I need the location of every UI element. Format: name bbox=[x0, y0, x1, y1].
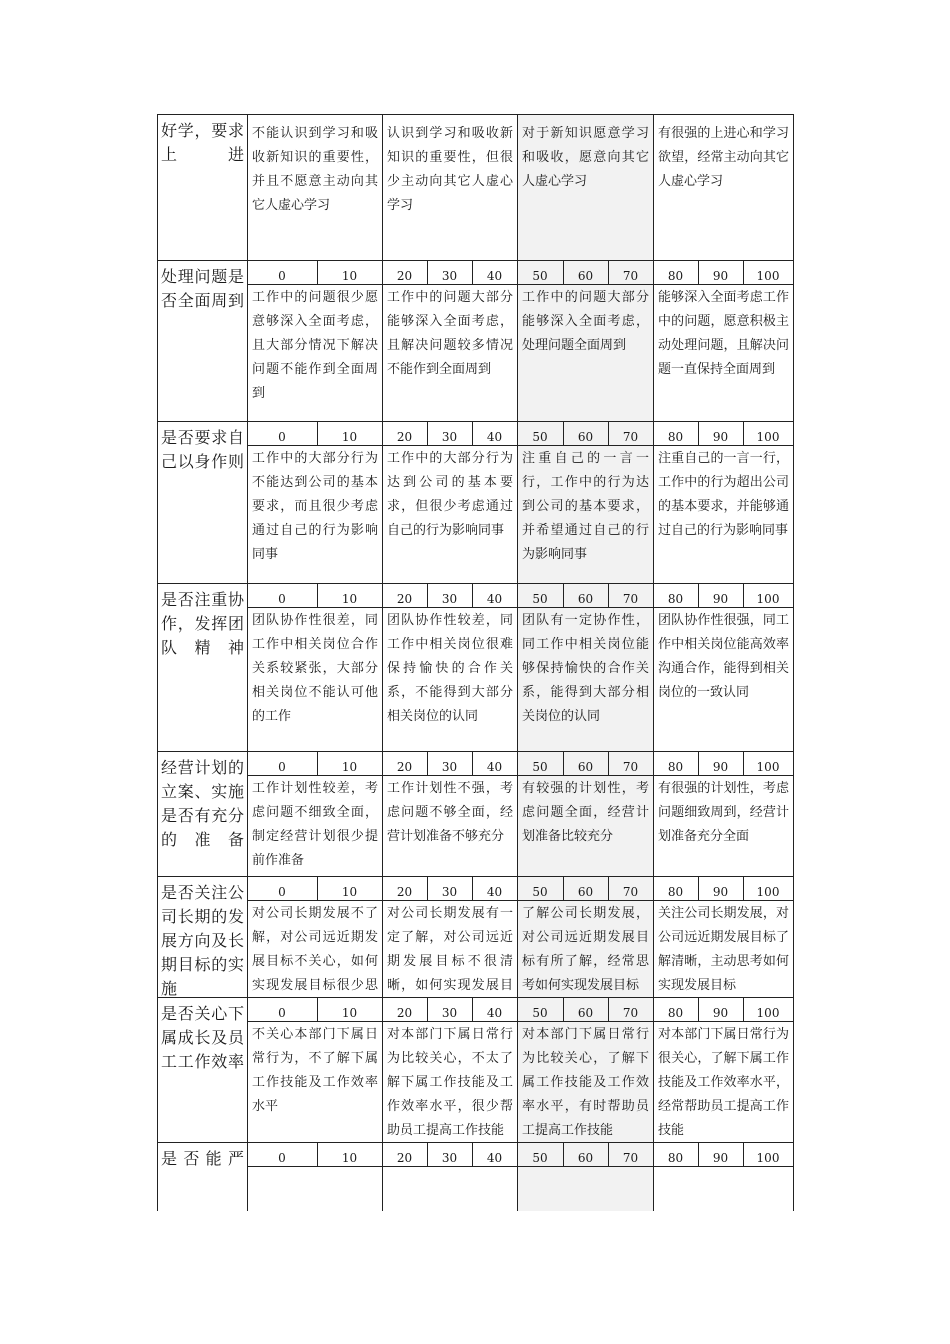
score-label: 100 bbox=[756, 430, 780, 444]
score-label: 50 bbox=[532, 885, 548, 899]
score-label: 10 bbox=[341, 269, 358, 283]
score-label: 20 bbox=[396, 269, 413, 283]
score-label: 30 bbox=[441, 760, 458, 774]
score-label: 80 bbox=[667, 1151, 684, 1165]
score-label: 20 bbox=[396, 1151, 413, 1165]
score-label: 30 bbox=[441, 592, 458, 606]
score-label: 40 bbox=[486, 1006, 503, 1020]
level-description-4: 有很强的计划性，考虑问题细致周到，经营计划准备充分全面 bbox=[658, 781, 789, 844]
level-description-2: 工作中的问题大部分能够深入全面考虑，且解决问题较多情况不能作到全面周到 bbox=[387, 290, 513, 377]
score-label: 30 bbox=[441, 269, 458, 283]
score-label: 80 bbox=[667, 592, 684, 606]
level-description-4: 关注公司长期发展，对公司远近期发展目标了解清晰，主动思考如何实现发展目标 bbox=[658, 906, 789, 993]
score-label: 40 bbox=[486, 592, 503, 606]
score-label: 30 bbox=[441, 885, 458, 899]
row-category: 是否注重协作，发挥团队精神 bbox=[161, 590, 244, 657]
level-description-2: 工作计划性不强，考虑问题不够全面，经营计划准备不够充分 bbox=[387, 781, 513, 844]
row-category: 处理问题是否全面周到 bbox=[161, 267, 244, 310]
score-label: 70 bbox=[622, 1151, 639, 1165]
score-label: 60 bbox=[577, 1006, 594, 1020]
score-label: 90 bbox=[712, 269, 729, 283]
score-label: 100 bbox=[756, 592, 780, 606]
score-label: 60 bbox=[577, 885, 594, 899]
level-description-3: 工作中的问题大部分能够深入全面考虑，处理问题全面周到 bbox=[522, 290, 649, 353]
level-description-3: 了解公司长期发展，对公司远近期发展目标有所了解，经常思考如何实现发展目标 bbox=[522, 906, 649, 993]
level-description-2: 工作中的大部分行为达到公司的基本要求，但很少考虑通过自己的行为影响同事 bbox=[387, 451, 513, 538]
score-label: 20 bbox=[396, 1006, 413, 1020]
score-label: 20 bbox=[396, 885, 413, 899]
score-label: 70 bbox=[622, 1006, 639, 1020]
score-label: 50 bbox=[532, 269, 548, 283]
level-description-2: 对本部门下属日常行为比较关心，不太了解下属工作技能及工作效率水平，很少帮助员工提高工作技能 bbox=[387, 1027, 513, 1138]
score-label: 70 bbox=[622, 430, 639, 444]
level-description-3: 团队有一定协作性，同工作中相关岗位能够保持愉快的合作关系，能得到大部分相关岗位的认同 bbox=[522, 613, 649, 724]
level-description-1: 不能认识到学习和吸收新知识的重要性，并且不愿意主动向其它人虚心学习 bbox=[252, 126, 378, 213]
score-label: 20 bbox=[396, 592, 413, 606]
score-label: 40 bbox=[486, 1151, 503, 1165]
level-description-4: 能够深入全面考虑工作中的问题，愿意积极主动处理问题，且解决问题一直保持全面周到 bbox=[658, 290, 789, 377]
score-label: 40 bbox=[486, 760, 503, 774]
score-label: 60 bbox=[577, 760, 594, 774]
score-label: 20 bbox=[396, 760, 413, 774]
level-description-2: 对公司长期发展有一定了解，对公司远近期发展目标不很清晰，如何实现发展目 bbox=[387, 906, 513, 993]
score-label: 60 bbox=[577, 592, 594, 606]
score-label: 100 bbox=[756, 885, 780, 899]
score-label: 80 bbox=[667, 885, 684, 899]
level-description-4: 团队协作性很强，同工作中相关岗位能高效率沟通合作，能得到相关岗位的一致认同 bbox=[658, 613, 789, 700]
level-description-3: 注重自己的一言一行，工作中的行为达到公司的基本要求，并希望通过自己的行为影响同事 bbox=[522, 451, 649, 562]
score-label: 10 bbox=[341, 1151, 358, 1165]
score-label: 80 bbox=[667, 430, 684, 444]
level-description-4: 注重自己的一言一行，工作中的行为超出公司的基本要求，并能够通过自己的行为影响同事 bbox=[658, 451, 789, 538]
level-description-4: 有很强的上进心和学习欲望，经常主动向其它人虚心学习 bbox=[658, 126, 789, 189]
score-label: 30 bbox=[441, 1151, 458, 1165]
score-label: 50 bbox=[532, 1006, 548, 1020]
score-label: 50 bbox=[532, 1151, 548, 1165]
score-label: 70 bbox=[622, 269, 639, 283]
level-description-1: 不关心本部门下属日常行为，不了解下属工作技能及工作效率水平 bbox=[252, 1027, 378, 1114]
level-description-1: 对公司长期发展不了解，对公司远近期发展目标不关心，如何实现发展目标很少思 bbox=[252, 906, 378, 993]
score-label: 0 bbox=[278, 885, 286, 899]
score-label: 0 bbox=[278, 760, 286, 774]
score-label: 0 bbox=[278, 1151, 286, 1165]
level-description-4: 对本部门下属日常行为很关心，了解下属工作技能及工作效率水平，经常帮助员工提高工作技能 bbox=[658, 1027, 789, 1138]
table-grid bbox=[157, 114, 794, 1211]
score-label: 60 bbox=[577, 430, 594, 444]
score-label: 80 bbox=[667, 760, 684, 774]
score-label: 60 bbox=[577, 1151, 594, 1165]
score-label: 90 bbox=[712, 1006, 729, 1020]
level-description-2: 团队协作性较差，同工作中相关岗位很难保持愉快的合作关系，不能得到大部分相关岗位的认同 bbox=[387, 613, 513, 724]
level-description-1: 工作计划性较差，考虑问题不细致全面，制定经营计划很少提前作准备 bbox=[252, 781, 378, 868]
level-description-3: 对于新知识愿意学习和吸收，愿意向其它人虚心学习 bbox=[522, 126, 649, 189]
row-category: 是否关心下属成长及员工工作效率 bbox=[161, 1004, 244, 1071]
row-category: 是否能严 bbox=[161, 1149, 244, 1168]
score-label: 60 bbox=[577, 269, 594, 283]
score-label: 100 bbox=[756, 1151, 780, 1165]
score-label: 10 bbox=[341, 1006, 358, 1020]
level-description-3: 有较强的计划性，考虑问题全面，经营计划准备比较充分 bbox=[522, 781, 649, 844]
score-label: 90 bbox=[712, 592, 729, 606]
score-label: 50 bbox=[532, 760, 548, 774]
score-label: 20 bbox=[396, 430, 413, 444]
level-description-2: 认识到学习和吸收新知识的重要性，但很少主动向其它人虚心学习 bbox=[387, 126, 513, 213]
row-category: 经营计划的立案、实施是否有充分的准备 bbox=[161, 758, 244, 849]
score-label: 90 bbox=[712, 885, 729, 899]
score-label: 90 bbox=[712, 760, 729, 774]
score-label: 50 bbox=[532, 430, 548, 444]
score-label: 70 bbox=[622, 592, 639, 606]
score-label: 0 bbox=[278, 1006, 286, 1020]
score-label: 90 bbox=[712, 430, 729, 444]
score-label: 100 bbox=[756, 1006, 780, 1020]
score-label: 10 bbox=[341, 885, 358, 899]
score-label: 80 bbox=[667, 1006, 684, 1020]
score-label: 100 bbox=[756, 269, 780, 283]
score-label: 70 bbox=[622, 760, 639, 774]
score-label: 90 bbox=[712, 1151, 729, 1165]
score-label: 50 bbox=[532, 592, 548, 606]
score-label: 30 bbox=[441, 430, 458, 444]
row-category: 是否关注公司长期的发展方向及长期目标的实施 bbox=[161, 883, 244, 998]
score-label: 80 bbox=[667, 269, 684, 283]
level-description-1: 工作中的问题很少愿意够深入全面考虑，且大部分情况下解决问题不能作到全面周到 bbox=[252, 290, 378, 401]
score-label: 0 bbox=[278, 592, 286, 606]
row-category: 是否要求自己以身作则 bbox=[161, 428, 244, 471]
score-label: 0 bbox=[278, 269, 286, 283]
score-label: 0 bbox=[278, 430, 286, 444]
row-category: 好学，要求上进 bbox=[161, 121, 244, 164]
score-label: 10 bbox=[341, 430, 358, 444]
score-label: 40 bbox=[486, 269, 503, 283]
evaluation-table bbox=[157, 114, 794, 1211]
level-description-3: 对本部门下属日常行为比较关心，了解下属工作技能及工作效率水平，有时帮助员工提高工作技能 bbox=[522, 1027, 649, 1138]
score-label: 40 bbox=[486, 885, 503, 899]
score-label: 100 bbox=[756, 760, 780, 774]
score-label: 30 bbox=[441, 1006, 458, 1020]
score-label: 40 bbox=[486, 430, 503, 444]
score-label: 10 bbox=[341, 760, 358, 774]
level-description-1: 团队协作性很差，同工作中相关岗位合作关系较紧张，大部分相关岗位不能认可他的工作 bbox=[252, 613, 378, 724]
score-label: 70 bbox=[622, 885, 639, 899]
score-label: 10 bbox=[341, 592, 358, 606]
level-description-1: 工作中的大部分行为不能达到公司的基本要求，而且很少考虑通过自己的行为影响同事 bbox=[252, 451, 378, 562]
